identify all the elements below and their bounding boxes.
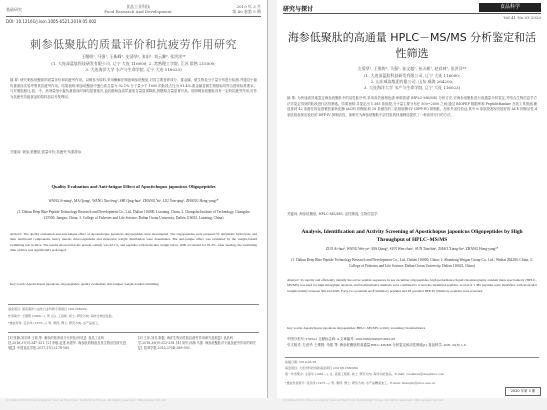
body-divider (8, 332, 259, 333)
abstract-cn: 摘 要: 为快速高效地鉴定海参低聚肽中的活性肽序列,采用高效液相色谱-串联质谱 (HPLC-MS/MS) 分析方法,对海参低聚肽进行高通量分析鉴定,并结合生物信息学方法对鉴定得到的肽段进行活性筛选。结果表明:共鉴定出 1 385 条肽段,分子量主要分布在 500~2000 之间;通过 BIOPEP 数据库和 PeptideRanker 在线工具预测,筛选得到 42 条潜在的血管紧张素转化酶 (ACE) 抑制肽和 28 条潜在的二肽基肽酶-IV (DPP-IV) 抑制肽。经体外活性验证,其中 6 条肽段表现出较好的 ACE 抑制活性,4 条肽段表现出较好的 DPP-IV 抑制活性。该研究为海参低聚肽中活性肽的快速筛选提供了一种高效可行的方法。 (287, 96, 537, 117)
page-label-box: 2020 年第 3 期 (505, 387, 541, 396)
journal-name-en: Food Research And Development (104, 9, 172, 14)
footnote-divider (285, 357, 539, 358)
side-strip (1, 40, 4, 130)
right-header-section: 研究与探讨 (283, 6, 314, 13)
reference-column-1: [1] 张静,刘宗琦,王莉,等. 刺参的营养成分分析及评价[J]. 食品工业科技,2016,37(5):347-351. [2] 李敏,赵建,孙建华. 海参肽的制备及其生物活性研究进展[J]. 中国食品学报,2017,17(2):178-185. (8, 336, 126, 350)
reference-column-2: [3] 王萍,刘芳,陈磊. 海洋生物活性肽抗疲劳作用研究进展[J]. 食品科学,2018,39(9):312-318. [4] 刘华,孙静,马强. 海参低聚肽对小鼠抗疲劳作用的研究[J]. 营养学报,2015,37(4):389-393. (138, 336, 256, 350)
right-copyright: (C)1994-2020 China Academic Journal Electronic Publishing House. All rights reserved. http://www.cnki.net (283, 398, 444, 402)
article-title-cn: 刺参低聚肽的质量评价和抗疲劳作用研究 (30, 38, 237, 51)
left-header-issue (232, 4, 261, 14)
volume-label: Vol.41 No.03 2020 (503, 15, 541, 20)
article-title-en: Quality Evaluation and Anti-fatigue Effect of Apostichopus japonicus Oligopeptides (51, 184, 216, 189)
citation-format: 引文格式: 左爱华, 王维野, 马强, 等. 海参低聚肽的高通量 HPLC-MS/MS 分析鉴定和活性筛选[J]. 食品科学, 2020, 41(3): 1-6. (287, 343, 467, 347)
left-page (0, 0, 268, 398)
footnote-corresponding: *通信作者简介: 张洪洋 (1975—), 男, 教授, 博士, 研究方向: 水产品精深加工。E-mail: zhanghy@dlou.edu.cn (285, 381, 436, 385)
affiliation-en: (1. Dalian Deep Blue Peptide Technology Research and Development Co., Ltd., Dalian 116000, China; 2. Shandong Weigao Group Co., Ltd., Weihai 264200, China; 3. College of Fisheries and Life Science, Dalian Ocean University, Dalian 116023, China) (291, 258, 533, 268)
abstract-cn: 摘 要: 研究刺参低聚肽的质量评价和抗疲劳作用。以刺参为原料,采用酶解法制备刺参低聚肽,对其主要营养成分、重金属、微生物及分子量分布进行检测,并通过小鼠负重游泳实验考察其抗疲劳作用。结果表明:刺参低聚肽中蛋白质含量为 92.1%,分子量小于 1000 的肽段占比为 91.4%,重金属及微生物指标均符合国家标准要求。与对照组相比,低、中、高剂量组小鼠负重游泳时间均显著延长,血乳酸和血清尿素氮含量显著降低,肝糖原含量显著升高。说明刺参低聚肽具有一定的抗疲劳作用,可作为抗疲劳功能食品的原料加以开发利用。 (10, 78, 257, 99)
footnote-first-author: 第一作者简介: 左爱华 (1981—), 女, 高级工程师, 硕士, 研究方向: 海洋功能食品。E-mail: zuoaihua@deepblue.com (285, 372, 445, 376)
doi: DOI: 10.12161/j.issn.1005-6521.2019.05.002 (6, 19, 97, 24)
right-running-header (283, 3, 541, 12)
footnote-received: 收稿日期: 2019-03-26 (285, 360, 317, 364)
footnote-author: 作者简介: 王继明 (1980—), 男 (汉), 工程师, 硕士, 研究方向: 海洋生物活性肽。 (8, 314, 115, 318)
article-title-cn: 海参低聚肽的高通量 HPLC－MS/MS 分析鉴定和活性筛选 (287, 31, 537, 60)
affiliation-cn-2: 2. 山东威高集团有限公司, 山东 威海 264200; (370, 79, 454, 84)
right-page (277, 0, 547, 398)
issue-volume: 第 40 卷第 5 期 (232, 9, 261, 14)
affiliation-cn-1: (1. 大连深蓝肽科技研发有限公司, 辽宁 大连 116000; (363, 73, 461, 78)
abstract-en: Abstract: The quality evaluation and anti-fatigue effect of Apostichopus japonicus oligopeptides were investigated. The oligopeptides were prepared by enzymatic hydrolysis, and their nutritional components, heavy metals, microorganisms and molecular weight distribution were determined. The anti-fatigue effect was evaluated by the weight-loaded swimming test in mice. The results showed that the protein content was 92.1%, and peptides with molecular weight below 1000 accounted for 91.4%. After feeding, the swimming time of mice was significantly prolonged. (10, 232, 257, 253)
header-rule (283, 13, 541, 14)
authors-en: WANG Ji-ming¹, MA Qiang¹, WANG Xin-feng², SHI Qing-hua², ZHANG Yu², LIU Yun-qing³, ZHANG Hong-yang³* (48, 199, 219, 203)
affiliation-en: (1. Dalian Deep Blue Peptide Technology Research and Development Co., Ltd., Dalian 116000, Liaoning, China; 2. Changshu Institute of Technology, Changshu 215500, Jiangsu, China; 3. College of Fisheries and Life Science, Dalian Ocean University, Dalian 116023, Liaoning, China) (17, 210, 250, 220)
journal-name-cn: 食品工业科技 (126, 4, 150, 9)
keywords-en: Key words: Apostichopus japonicus; oligopeptides; quality evaluation; anti-fatigue; weight-loaded swimming (10, 282, 159, 286)
left-running-header (6, 3, 261, 17)
abstract-en: Abstract: To rapidly and efficiently identify the active peptide sequences in sea cucumber oligopeptides, high performance liquid chromatography–tandem mass spectrometry (HPLC–MS/MS) was used for high-throughput analysis, and bioinformatics methods were combined to screen the identified peptides. A total of 1 385 peptides were identified, with molecular weights mainly between 500 and 2000. Forty-two potential ACE inhibitory peptides and 28 potential DPP-IV inhibitory peptides were screened. (287, 278, 537, 293)
footnote-funding: 基金项目: 大连市科技创新基金项目 (2018J12SN080) (285, 366, 359, 370)
keywords-cn: 关键词: 刺参;低聚肽;质量评价;抗疲劳;负重游泳 (10, 150, 82, 154)
article-title-en: Analysis, Identification and Activity Screening of Apostichopus japonicus Oligopeptides by High Throughput of HPLC–MS/MS (301, 229, 523, 243)
keywords-en: Key words: Apostichopus japonicus oligopeptides; HPLC–MS/MS; activity screening; bioinformatics (287, 326, 426, 330)
left-header-journal (98, 4, 178, 14)
footnote-corresponding: *通信作者: 张洪洋 (1975—), 男, 教授, 博士, 研究方向: 水产品加工。 (8, 321, 101, 325)
footnote-funding: 基金项目: 国家海洋公益性行业科研专项项目 (201305002) (8, 307, 88, 311)
affiliation-cn-3: 3. 大连海洋大学 水产与生命学院, 辽宁 大连 116023) (363, 85, 461, 90)
affiliation-cn-1: (1. 大连深蓝肽科技研发有限公司, 辽宁 大连 116000; 2. 常熟理工学院, 江苏 常熟 215500; (51, 61, 216, 66)
footnote-divider (8, 304, 259, 305)
authors-cn: 王继明¹, 马强¹, 王新峰², 史清华², 张雨², 刘云卿³, 张洪洋³* (81, 54, 186, 59)
authors-en: ZUO Ai-hua¹, WANG Wei-ye², MA Qiang², SUN Wen-chao¹, SUN Tian-bin¹, ZHAO Xiang-lin¹, ZHANG Hong-yang³* (325, 247, 499, 251)
left-copyright: (C)1994-2019 China Academic Journal Electronic Publishing House. All rights reserved. http://www.cnki.net (6, 398, 167, 402)
classification-line: 中图分类号: TS254.1 文献标志码: A 文章编号: 1002-6630(2020)03-0001-06 (287, 337, 395, 341)
left-header-section: 基础研究 (6, 7, 22, 12)
journal-logo: 食品科学 (479, 3, 541, 12)
keywords-cn: 关键词: 海参低聚肽; HPLC-MS/MS; 活性筛选; 生物信息学 (287, 212, 378, 216)
affiliation-cn-2: 3. 大连海洋大学 水产与生命学院, 辽宁 大连 116023) (85, 67, 182, 72)
authors-cn: 左爱华¹, 王维野², 马强², 孙文超¹, 孙天彬¹, 赵祥林¹, 张洪洋³* (357, 66, 467, 71)
issue-date: 2019 年 3 月 (236, 4, 261, 9)
